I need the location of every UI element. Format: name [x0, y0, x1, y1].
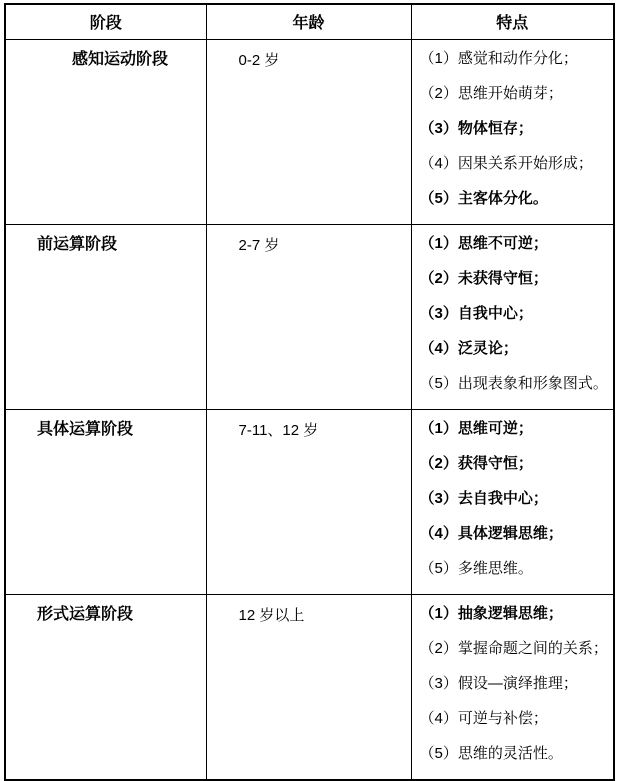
- column-header-stage: 阶段: [5, 4, 206, 39]
- feature-item: （1）抽象逻辑思维；: [419, 604, 563, 622]
- feature-item: （1）感觉和动作分化；: [419, 49, 578, 67]
- table-row: [5, 594, 614, 780]
- piaget-stages-table: [4, 3, 615, 781]
- feature-item: （2）掌握命题之间的关系；: [419, 639, 608, 657]
- stage-cell: 感知运动阶段: [5, 39, 206, 224]
- table-row: [5, 409, 614, 594]
- table-header-row: [5, 4, 614, 39]
- stage-cell: 形式运算阶段: [5, 594, 206, 780]
- feature-item: （5）主客体分化。: [419, 189, 548, 207]
- feature-item: （4）因果关系开始形成；: [419, 154, 593, 172]
- age-cell: 2-7 岁: [206, 224, 411, 409]
- table-row: [5, 39, 614, 224]
- feature-item: （5）多维思维。: [419, 559, 533, 577]
- table-row: [5, 224, 614, 409]
- feature-item: （4）具体逻辑思维；: [419, 524, 563, 542]
- column-header-age: 年龄: [206, 4, 411, 39]
- feature-item: （1）思维可逆；: [419, 419, 533, 437]
- feature-item: （5）思维的灵活性。: [419, 744, 563, 762]
- column-header-features: 特点: [411, 4, 614, 39]
- features-cell: [411, 409, 614, 594]
- stage-cell: 具体运算阶段: [5, 409, 206, 594]
- age-cell: 0-2 岁: [206, 39, 411, 224]
- feature-item: （4）可逆与补偿；: [419, 709, 548, 727]
- table-body: [5, 39, 614, 780]
- features-cell: [411, 594, 614, 780]
- feature-item: （1）思维不可逆；: [419, 234, 548, 252]
- feature-item: （2）思维开始萌芽；: [419, 84, 563, 102]
- age-cell: 12 岁以上: [206, 594, 411, 780]
- age-cell: 7-11、12 岁: [206, 409, 411, 594]
- stage-cell: 前运算阶段: [5, 224, 206, 409]
- feature-item: （2）获得守恒；: [419, 454, 533, 472]
- feature-item: （3）假设—演绎推理；: [419, 674, 578, 692]
- feature-item: （4）泛灵论；: [419, 339, 518, 357]
- feature-item: （3）物体恒存；: [419, 119, 533, 137]
- features-cell: [411, 39, 614, 224]
- feature-item: （3）自我中心；: [419, 304, 533, 322]
- feature-item: （2）未获得守恒；: [419, 269, 548, 287]
- feature-item: （3）去自我中心；: [419, 489, 548, 507]
- feature-item: （5）出现表象和形象图式。: [419, 374, 608, 392]
- features-cell: [411, 224, 614, 409]
